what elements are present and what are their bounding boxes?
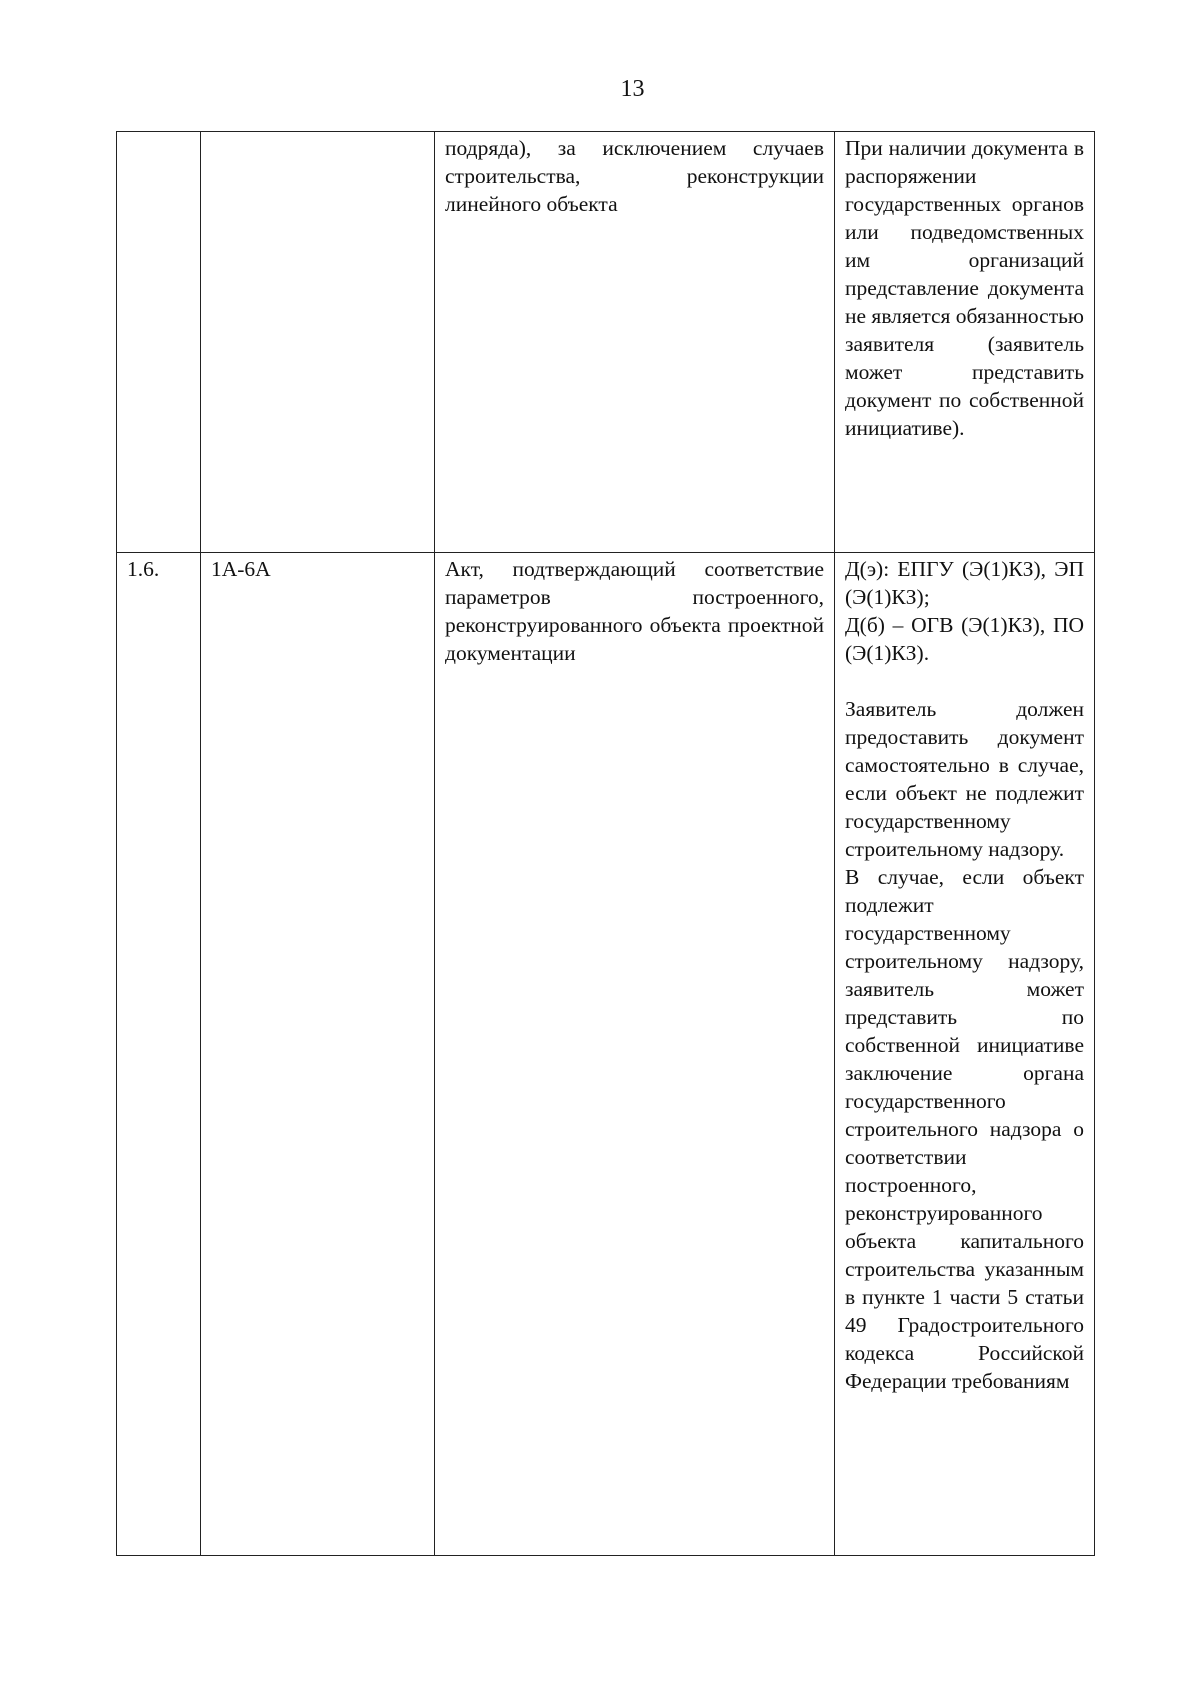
table-row	[117, 553, 1095, 1556]
row-description-cell: Акт, подтверждающий соответствие параметров построенного, реконструированного объекта проектной документации	[435, 553, 835, 1556]
note-paragraph: Заявитель должен предоставить документ самостоятельно в случае, если объект не подлежит государственному строительному надзору.	[845, 697, 1084, 861]
row-code-cell: 1А-6А	[201, 553, 435, 1556]
row-number-cell: 1.6.	[117, 553, 201, 1556]
requirements-table	[116, 131, 1095, 1556]
note-delivery-electronic: Д(э): ЕПГУ (Э(1)КЗ), ЭП (Э(1)КЗ);	[845, 557, 1084, 609]
row-notes-cell	[835, 553, 1095, 1556]
paragraph-gap	[845, 667, 1084, 695]
note-paragraph: При наличии документа в распоряжении государственных органов или подведомственных им организаций представление документа не является обязанностью заявителя (заявитель может представить документ по собственной инициативе).	[845, 136, 1084, 440]
table-row	[117, 132, 1095, 553]
note-paragraph: В случае, если объект подлежит государственному строительному надзору, заявитель может представить по собственной инициативе заключение органа государственного строительного надзора о соответствии построенного, реконструированного объекта капитального строительства указанным в пункте 1 части 5 статьи 49 Градостроительного кодекса Российской Федерации требованиям	[845, 865, 1084, 1393]
note-delivery-paper: Д(б) – ОГВ (Э(1)КЗ), ПО (Э(1)КЗ).	[845, 613, 1084, 665]
row-description-cell: подряда), за исключением случаев строительства, реконструкции линейного объекта	[435, 132, 835, 553]
row-code-cell	[201, 132, 435, 553]
row-notes-cell	[835, 132, 1095, 553]
page-number: 13	[620, 76, 645, 102]
row-number-cell	[117, 132, 201, 553]
